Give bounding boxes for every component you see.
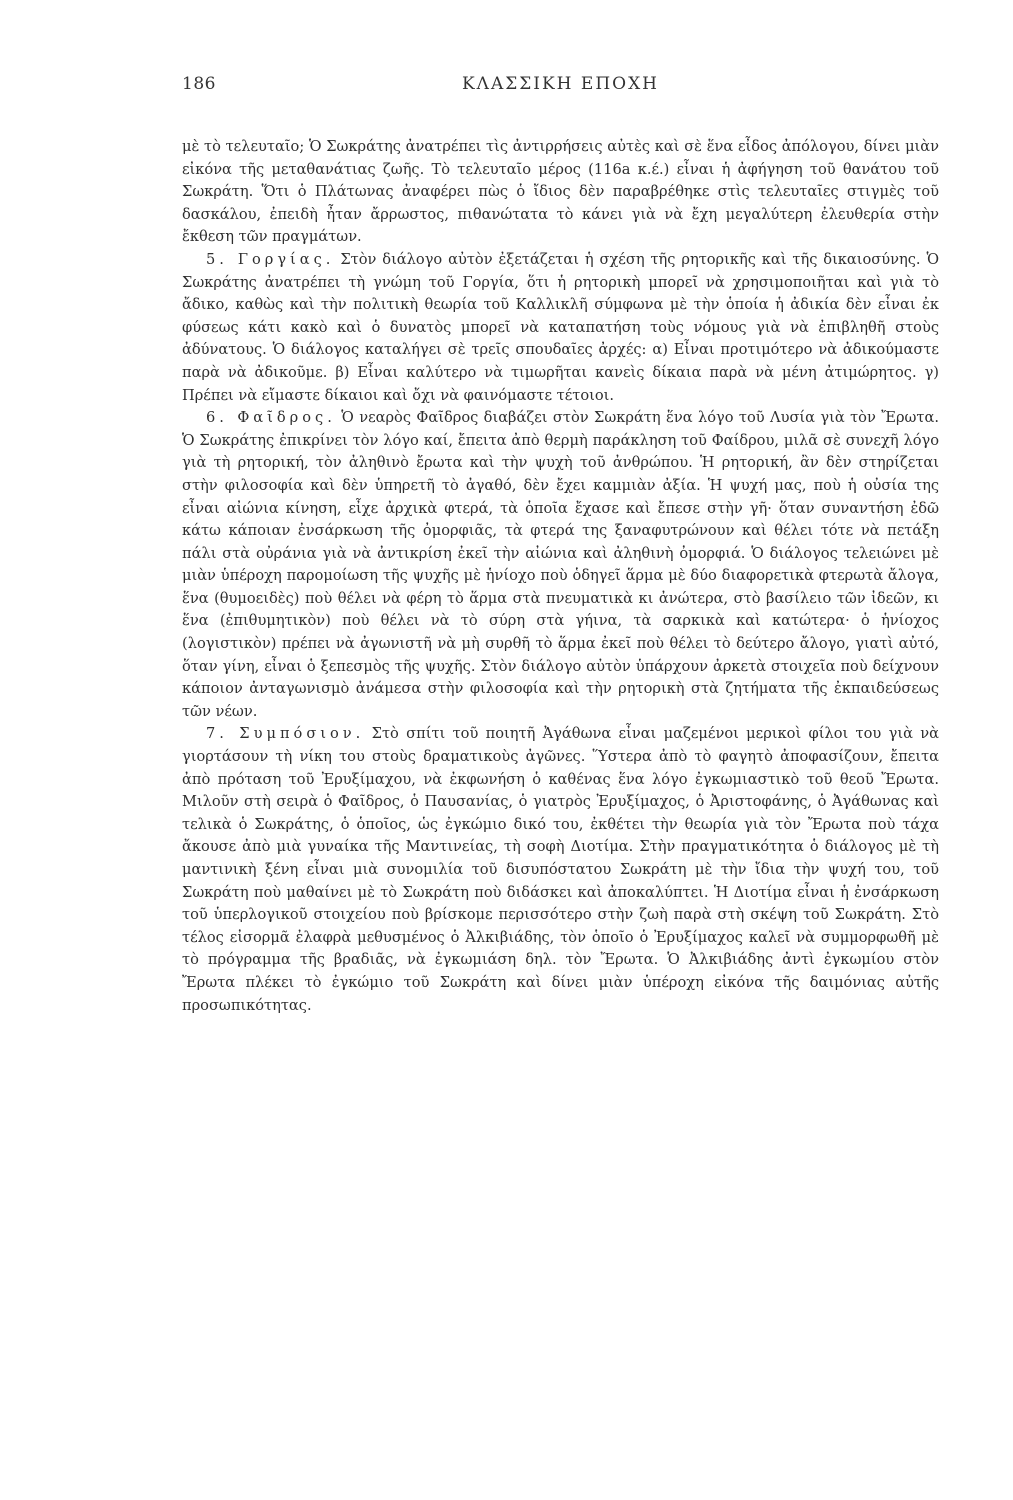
running-header	[182, 74, 939, 98]
paragraph-phaedrus	[182, 407, 939, 723]
section-heading-gorgias: 5. Γοργίας.	[206, 250, 335, 268]
page-number: 186	[182, 74, 216, 94]
paragraph-text: μὲ τὸ τελευταῖο; Ὁ Σωκράτης ἀνατρέπει τὶς ἀντιρρήσεις αὐτὲς καὶ σὲ ἕνα εἶδος ἀπόλογου, δίνει μιὰν εἰκόνα τῆς μεταθανάτιας ζωῆς. Τὸ τελευταῖο μέρος (116a κ.έ.) εἶναι ἡ ἀφήγηση τοῦ θανάτου τοῦ Σωκράτη. Ὅτι ὁ Πλάτωνας ἀναφέρει πὼς ὁ ἴδιος δὲν παραβρέθηκε στὶς τελευταῖες στιγμὲς τοῦ δασκάλου, ἐπειδὴ ἦταν ἄρρωστος, πιθανώτατα τὸ κάνει γιὰ νὰ ἔχη μεγαλύτερη ἐλευθερία στὴν ἔκθεση τῶν πραγμάτων.	[182, 138, 939, 246]
paragraph-text: Στὸν διάλογο αὐτὸν ἐξετάζεται ἡ σχέση τῆς ρητορικῆς καὶ τῆς δικαιοσύνης. Ὁ Σωκράτης ἀνατρέπει τὴ γνώμη τοῦ Γοργία, ὅτι ἡ ρητορικὴ μπορεῖ νὰ χρησιμοποιῆται καὶ γιὰ τὸ ἄδικο, καθὼς καὶ τὴν πολιτικὴ θεωρία τοῦ Καλλικλῆ σύμφωνα μὲ τὴν ὁποία ἡ ἀδικία δὲν εἶναι ἐκ φύσεως κάτι κακὸ καὶ ὁ δυνατὸς μπορεῖ νὰ καταπατήση τοὺς νόμους γιὰ νὰ ἐπιβληθῆ στοὺς ἀδύνατους. Ὁ διάλογος καταλήγει σὲ τρεῖς σπουδαῖες ἀρχές: α) Εἶναι προτιμότερο νὰ ἀδικούμαστε παρὰ νὰ ἀδικοῦμε. β) Εἶναι καλύτερο νὰ τιμωρῆται κανεὶς δίκαια παρὰ νὰ μένη ἀτιμώρητος. γ) Πρέπει νὰ εἴμαστε δίκαιοι καὶ ὄχι νὰ φαινόμαστε τέτοιοι.	[182, 250, 939, 404]
paragraph-gorgias	[182, 249, 939, 407]
paragraph-symposium	[182, 723, 939, 1017]
running-title: ΚΛΑΣΣΙΚΗ ΕΠΟΧΗ	[461, 74, 660, 94]
body-text	[182, 136, 939, 1017]
section-heading-phaedrus: 6. Φαῖδρος.	[206, 409, 336, 427]
section-heading-symposium: 7. Συμπόσιον.	[206, 725, 365, 743]
paragraph-intro	[182, 136, 939, 249]
paragraph-text: Ὁ νεαρὸς Φαῖδρος διαβάζει στὸν Σωκράτη ἕνα λόγο τοῦ Λυσία γιὰ τὸν Ἔρωτα. Ὁ Σωκράτης ἐπικρίνει τὸν λόγο καί, ἔπειτα ἀπὸ θερμὴ παράκληση τοῦ Φαίδρου, μιλᾶ σὲ συνεχῆ λόγο γιὰ τὴ ρητορική, τὸν ἀληθινὸ ἔρωτα καὶ τὴν ψυχὴ τοῦ ἀνθρώπου. Ἡ ρητορική, ἂν δὲν στηρίζεται στὴν φιλοσοφία καὶ δὲν ὑπηρετῆ τὸ ἀγαθό, δὲν ἔχει καμμιὰν ἀξία. Ἡ ψυχή μας, ποὺ ἡ οὐσία της εἶναι αἰώνια κίνηση, εἶχε ἀρχικὰ φτερά, τὰ ὁποῖα ἔχασε καὶ ἔπεσε στὴν γῆ· ὅταν συναντήση ἐδῶ κάτω κάποιαν ἐνσάρκωση τῆς ὀμορφιᾶς, τὰ φτερά της ξαναφυτρώνουν καὶ θέλει τότε νὰ πετάξη πάλι στὰ οὐράνια γιὰ νὰ ἀντικρίση ἐκεῖ τὴν αἰώνια καὶ ἀληθινὴ ὀμορφιά. Ὁ διάλογος τελειώνει μὲ μιὰν ὑπέροχη παρομοίωση τῆς ψυχῆς μὲ ἡνίοχο ποὺ ὁδηγεῖ ἅρμα μὲ δύο διαφορετικὰ φτερωτὰ ἄλογα, ἕνα (θυμοειδὲς) ποὺ θέλει νὰ φέρη τὸ ἅρμα στὰ πνευματικὰ κι ἀνώτερα, στὸ βασίλειο τῶν ἰδεῶν, κι ἕνα (ἐπιθυμητικὸν) ποὺ θέλει νὰ τὸ σύρη στὰ γήινα, τὰ σαρκικὰ καὶ κατώτερα· ὁ ἡνίοχος (λογιστικὸν) πρέπει νὰ ἀγωνιστῆ νὰ μὴ συρθῆ τὸ ἅρμα ἐκεῖ ποὺ θέλει τὸ δεύτερο ἄλογο, γιατὶ αὐτό, ὅταν γίνη, εἶναι ὁ ξεπεσμὸς τῆς ψυχῆς. Στὸν διάλογο αὐτὸν ὑπάρχουν ἀρκετὰ στοιχεῖα ποὺ δείχνουν κάποιον ἀνταγωνισμὸ ἀνάμεσα στὴν φιλοσοφία καὶ τὴν ρητορικὴ στὰ ζητήματα τῆς ἐκπαιδεύσεως τῶν νέων.	[182, 409, 939, 720]
paragraph-text: Στὸ σπίτι τοῦ ποιητῆ Ἀγάθωνα εἶναι μαζεμένοι μερικοὶ φίλοι του γιὰ νὰ γιορτάσουν τὴ νίκη του στοὺς δραματικοὺς ἀγῶνες. Ὕστερα ἀπὸ τὸ φαγητὸ ἀποφασίζουν, ἔπειτα ἀπὸ πρόταση τοῦ Ἐρυξίμαχου, νὰ ἐκφωνήση ὁ καθένας ἕνα λόγο ἐγκωμιαστικὸ τοῦ θεοῦ Ἔρωτα. Μιλοῦν στὴ σειρὰ ὁ Φαῖδρος, ὁ Παυσανίας, ὁ γιατρὸς Ἐρυξίμαχος, ὁ Ἀριστοφάνης, ὁ Ἀγάθωνας καὶ τελικὰ ὁ Σωκράτης, ὁ ὁποῖος, ὡς ἐγκώμιο δικό του, ἐκθέτει τὴν θεωρία γιὰ τὸν Ἔρωτα ποὺ τάχα ἄκουσε ἀπὸ μιὰ γυναίκα τῆς Μαντινείας, τὴ σοφὴ Διοτίμα. Στὴν πραγματικότητα ὁ διάλογος μὲ τὴ μαντινικὴ ξένη εἶναι μιὰ συνομιλία τοῦ δισυπόστατου Σωκράτη μὲ τὴν ἴδια τὴν ψυχή του, τοῦ Σωκράτη ποὺ μαθαίνει μὲ τὸ Σωκράτη ποὺ διδάσκει καὶ ἀποκαλύπτει. Ἡ Διοτίμα εἶναι ἡ ἐνσάρκωση τοῦ ὑπερλογικοῦ στοιχείου ποὺ βρίσκομε περισσότερο στὴν ζωὴ παρὰ στὴ σκέψη τοῦ Σωκράτη. Στὸ τέλος εἰσορμᾶ ἐλαφρὰ μεθυσμένος ὁ Ἀλκιβιάδης, τὸν ὁποῖο ὁ Ἐρυξίμαχος καλεῖ νὰ συμμορφωθῆ μὲ τὸ πρόγραμμα τῆς βραδιᾶς, νὰ ἐγκωμιάση δηλ. τὸν Ἔρωτα. Ὁ Ἀλκιβιάδης ἀντὶ ἐγκωμίου στὸν Ἔρωτα πλέκει τὸ ἐγκώμιο τοῦ Σωκράτη καὶ δίνει μιὰν ὑπέροχη εἰκόνα τῆς δαιμόνιας αὐτῆς προσωπικότητας.	[182, 725, 939, 1014]
